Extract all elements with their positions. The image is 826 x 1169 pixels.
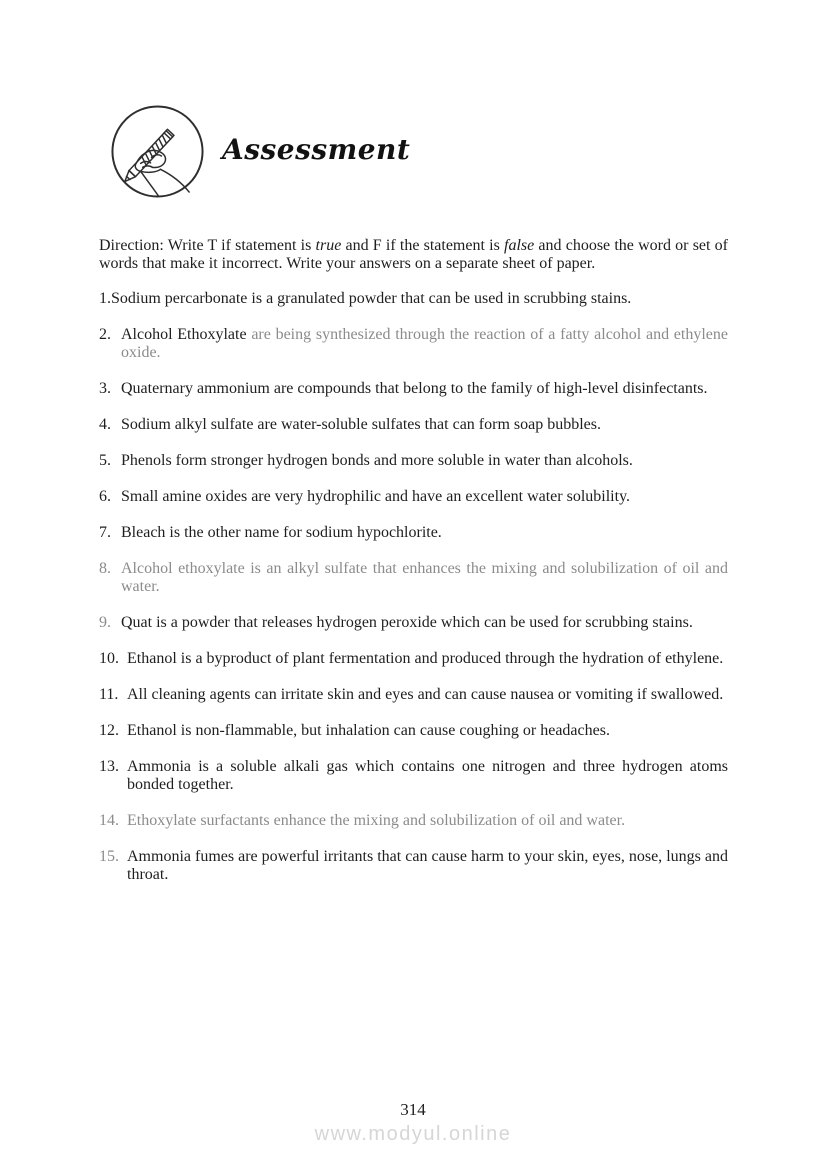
assessment-item: [99, 452, 728, 470]
item-text-segment: Ammonia fumes are powerful irritants that can cause harm to your skin, eyes, nose, lungs and throat.: [127, 848, 728, 883]
item-text-segment: Alcohol Ethoxylate: [121, 326, 252, 343]
item-text: [121, 488, 728, 506]
item-text: [121, 326, 728, 362]
item-text-segment: Quaternary ammonium are compounds that belong to the family of high-level disinfectants.: [121, 380, 708, 397]
assessment-item: [99, 488, 728, 506]
item-text: [127, 650, 728, 668]
item-number: 8.: [99, 560, 111, 577]
assessment-item: [99, 650, 728, 668]
item-number: 14.: [99, 812, 119, 829]
item-number: 10.: [99, 650, 119, 667]
assessment-list: [99, 290, 728, 884]
assessment-item: [99, 326, 728, 362]
item-text-segment: Ethanol is non-flammable, but inhalation can cause coughing or headaches.: [127, 722, 610, 739]
item-text-segment: Alcohol ethoxylate is an alkyl sulfate that enhances the mixing and solubilization of oil and water.: [121, 560, 728, 595]
assessment-item: [99, 560, 728, 596]
item-text-segment: All cleaning agents can irritate skin and eyes and can cause nausea or vomiting if swallowed.: [127, 686, 724, 703]
item-text-segment: Ethoxylate surfactants enhance the mixing and solubilization of oil and water.: [127, 812, 626, 829]
item-number: 2.: [99, 326, 111, 343]
assessment-item: [99, 722, 728, 740]
item-number: 9.: [99, 614, 111, 631]
page-title: Assessment: [222, 133, 411, 166]
writing-hand-icon: [108, 102, 207, 201]
item-text-segment: Sodium alkyl sulfate are water-soluble sulfates that can form soap bubbles.: [121, 416, 601, 433]
page-content: [99, 237, 728, 902]
item-number: 5.: [99, 452, 111, 469]
direction-italic-word: true: [315, 237, 342, 254]
assessment-item: [99, 758, 728, 794]
item-number: 13.: [99, 758, 119, 775]
item-number: 15.: [99, 848, 119, 865]
item-text-segment: Phenols form stronger hydrogen bonds and more soluble in water than alcohols.: [121, 452, 633, 469]
assessment-item: [99, 812, 728, 830]
item-text-segment: Quat is a powder that releases hydrogen peroxide which can be used for scrubbing stains.: [121, 614, 693, 631]
item-text: [121, 614, 728, 632]
item-number: 11.: [99, 686, 119, 703]
direction-segment: and F if the statement is: [341, 237, 504, 254]
assessment-item: [99, 416, 728, 434]
item-text-segment: Bleach is the other name for sodium hypochlorite.: [121, 524, 442, 541]
assessment-item: [99, 290, 728, 308]
item-text: [127, 848, 728, 884]
assessment-item: [99, 686, 728, 704]
item-text: [121, 416, 728, 434]
item-text: [121, 380, 728, 398]
item-number: 7.: [99, 524, 111, 541]
watermark: www.modyul.online: [314, 1123, 512, 1145]
item-number: 6.: [99, 488, 111, 505]
item-number: 4.: [99, 416, 111, 433]
item-text-segment: Ammonia is a soluble alkali gas which contains one nitrogen and three hydrogen atoms bonded together.: [127, 758, 728, 793]
item-text: [121, 524, 728, 542]
item-text-segment: Small amine oxides are very hydrophilic and have an excellent water solubility.: [121, 488, 631, 505]
item-text: [127, 722, 728, 740]
item-text-segment: Ethanol is a byproduct of plant fermentation and produced through the hydration of ethylene.: [127, 650, 724, 667]
assessment-item: [99, 614, 728, 632]
item-text: [127, 812, 728, 830]
item-number: 1.: [99, 290, 111, 307]
item-text-segment: Sodium percarbonate is a granulated powder that can be used in scrubbing stains.: [111, 290, 632, 307]
assessment-item: [99, 524, 728, 542]
item-text: [121, 452, 728, 470]
item-text: [127, 686, 728, 704]
direction-italic-word: false: [504, 237, 535, 254]
item-text-segment: are being synthesized through the reaction of a fatty alcohol and ethylene oxide.: [121, 326, 728, 361]
assessment-item: [99, 848, 728, 884]
assessment-item: [99, 380, 728, 398]
item-number: 12.: [99, 722, 119, 739]
direction-segment: Direction: Write T if statement is: [99, 237, 316, 254]
item-number: 3.: [99, 380, 111, 397]
direction-text: [99, 237, 728, 273]
item-text: [121, 560, 728, 596]
item-text: [111, 290, 728, 308]
item-text: [127, 758, 728, 794]
direction-segment: and choose the word or set of words that make it incorrect. Write your answers on a separate sheet of paper.: [99, 237, 729, 272]
page-number: 314: [400, 1100, 426, 1119]
